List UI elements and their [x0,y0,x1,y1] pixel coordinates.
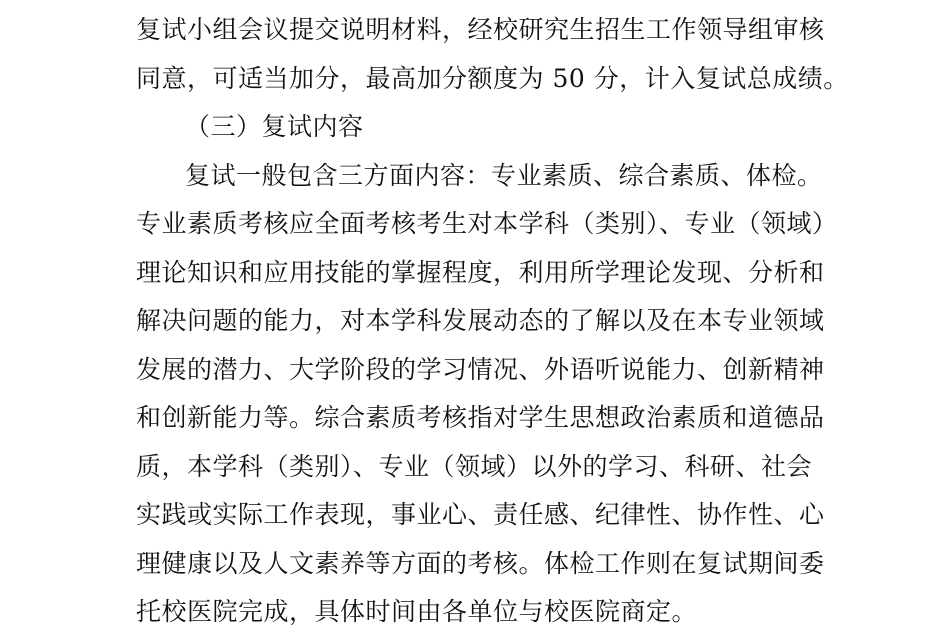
text-line: 质，本学科（类别）、专业（领域）以外的学习、科研、社会 [136,451,813,481]
text-line: 实践或实际工作表现，事业心、责任感、纪律性、协作性、心 [136,500,825,529]
text-line: 理论知识和应用技能的掌握程度，利用所学理论发现、分析和 [136,257,825,287]
section-heading: （三）复试内容 [185,112,364,141]
document-body [136,6,849,637]
text-line: 和创新能力等。综合素质考核指对学生思想政治素质和道德品 [136,403,825,432]
paragraph-first-line: 复试一般包含三方面内容：专业素质、综合素质、体检。 [185,160,823,190]
text-line: 同意，可适当加分，最高加分额度为 50 分，计入复试总成绩。 [136,63,849,93]
text-line: 发展的潜力、大学阶段的学习情况、外语听说能力、创新精神 [136,354,825,384]
text-line: 解决问题的能力，对本学科发展动态的了解以及在本专业领域 [136,306,825,335]
text-line: 专业素质考核应全面考核考生对本学科（类别）、专业（领域） [136,209,838,238]
text-line: 复试小组会议提交说明材料，经校研究生招生工作领导组审核 [136,15,825,44]
text-line: 托校医院完成，具体时间由各单位与校医院商定。 [136,597,698,626]
text-line: 理健康以及人文素养等方面的考核。体检工作则在复试期间委 [136,548,825,578]
